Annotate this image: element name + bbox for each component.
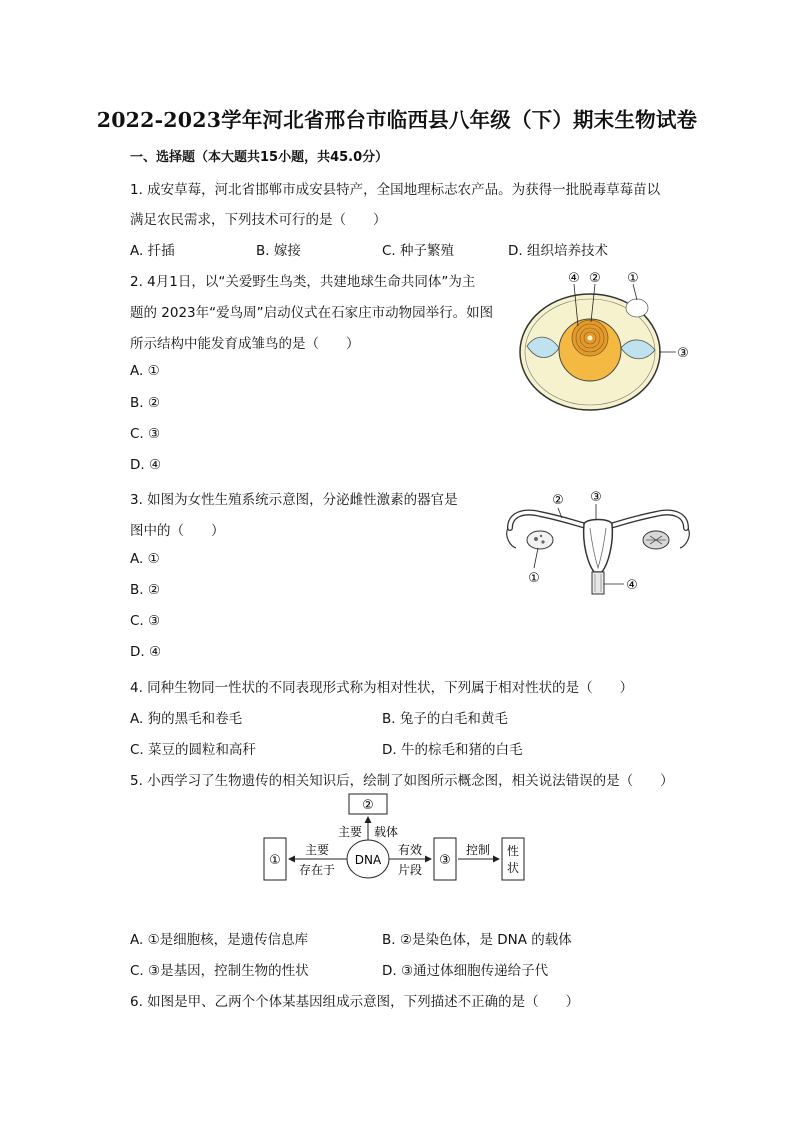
diagram-label-effective: 有效	[397, 843, 423, 857]
q3-option-c: C. ③	[130, 613, 161, 629]
q1-option-b: B. 嫁接	[256, 243, 301, 259]
diagram-box-1: ①	[269, 853, 281, 868]
question-4-line-1: 4. 同种生物同一性状的不同表现形式称为相对性状，下列属于相对性状的是（ ）	[130, 680, 634, 696]
q1-option-d: D. 组织培养技术	[508, 243, 608, 259]
diagram-label-exists-in: 存在于	[298, 863, 336, 877]
q5-option-a: A. ①是细胞核，是遗传信息库	[130, 932, 309, 948]
diagram-box-3: ③	[439, 853, 451, 868]
page-title: 2022-2023学年河北省邢台市临西县八年级（下）期末生物试卷	[96, 108, 698, 132]
question-3-line-2: 图中的（ ）	[130, 523, 225, 539]
repro-label-2: ②	[552, 493, 564, 508]
q4-option-d: D. 牛的棕毛和猪的白毛	[382, 742, 523, 758]
egg-label-2: ②	[589, 271, 601, 286]
question-2-line-2: 题的 2023年“爱鸟周”启动仪式在石家庄市动物园举行。如图	[130, 305, 494, 321]
question-2-line-3: 所示结构中能发育成雏鸟的是（ ）	[130, 336, 360, 352]
diagram-trait-char-1: 性	[506, 844, 520, 858]
q3-option-a: A. ①	[130, 551, 160, 567]
genetics-concept-diagram	[260, 793, 532, 889]
egg-label-3: ③	[677, 346, 689, 361]
diagram-label-segment: 片段	[397, 863, 423, 877]
repro-label-1: ①	[528, 571, 540, 586]
q5-option-c: C. ③是基因，控制生物的性状	[130, 963, 309, 979]
q1-option-c: C. 种子繁殖	[382, 243, 455, 259]
q4-option-a: A. 狗的黑毛和卷毛	[130, 711, 243, 727]
section-heading: 一、选择题（本大题共15小题，共45.0分）	[130, 150, 389, 165]
diagram-label-carrier: 载体	[374, 825, 399, 839]
diagram-label-main-up: 主要	[337, 825, 362, 839]
egg-label-4: ④	[568, 271, 580, 286]
female-reproductive-system-figure	[500, 488, 696, 600]
q2-option-c: C. ③	[130, 426, 161, 442]
diagram-dna: DNA	[354, 853, 382, 867]
q5-option-b: B. ②是染色体，是 DNA 的载体	[382, 932, 572, 948]
q4-option-b: B. 兔子的白毛和黄毛	[382, 711, 508, 727]
repro-label-3: ③	[590, 490, 602, 505]
q5-option-d: D. ③通过体细胞传递给子代	[382, 963, 549, 979]
q1-option-a: A. 扦插	[130, 243, 175, 259]
q4-option-c: C. 菜豆的圆粒和高秆	[130, 742, 257, 758]
repro-label-4: ④	[626, 578, 638, 593]
question-5-line-1: 5. 小西学习了生物遗传的相关知识后，绘制了如图所示概念图，相关说法错误的是（ ）	[130, 773, 674, 789]
question-3-line-1: 3. 如图为女性生殖系统示意图，分泌雌性激素的器官是	[130, 492, 458, 508]
q3-option-b: B. ②	[130, 582, 160, 598]
question-1-line-1: 1. 成安草莓，河北省邯郸市成安县特产，全国地理标志农产品。为获得一批脱毒草莓苗以	[130, 182, 661, 198]
q2-option-a: A. ①	[130, 363, 160, 379]
question-2-line-1: 2. 4月1日，以“关爱野生鸟类，共建地球生命共同体”为主	[130, 274, 476, 290]
q2-option-d: D. ④	[130, 457, 162, 473]
question-1-line-2: 满足农民需求，下列技术可行的是（ ）	[130, 212, 387, 228]
bird-egg-figure	[515, 266, 695, 414]
q2-option-b: B. ②	[130, 395, 160, 411]
diagram-box-2: ②	[362, 798, 374, 813]
diagram-label-main-left: 主要	[304, 843, 330, 857]
q3-option-d: D. ④	[130, 644, 162, 660]
diagram-label-control: 控制	[465, 843, 491, 857]
question-6-line-1: 6. 如图是甲、乙两个个体某基因组成示意图，下列描述不正确的是（ ）	[130, 994, 580, 1010]
diagram-trait-char-2: 状	[506, 861, 520, 875]
egg-label-1: ①	[627, 271, 639, 286]
